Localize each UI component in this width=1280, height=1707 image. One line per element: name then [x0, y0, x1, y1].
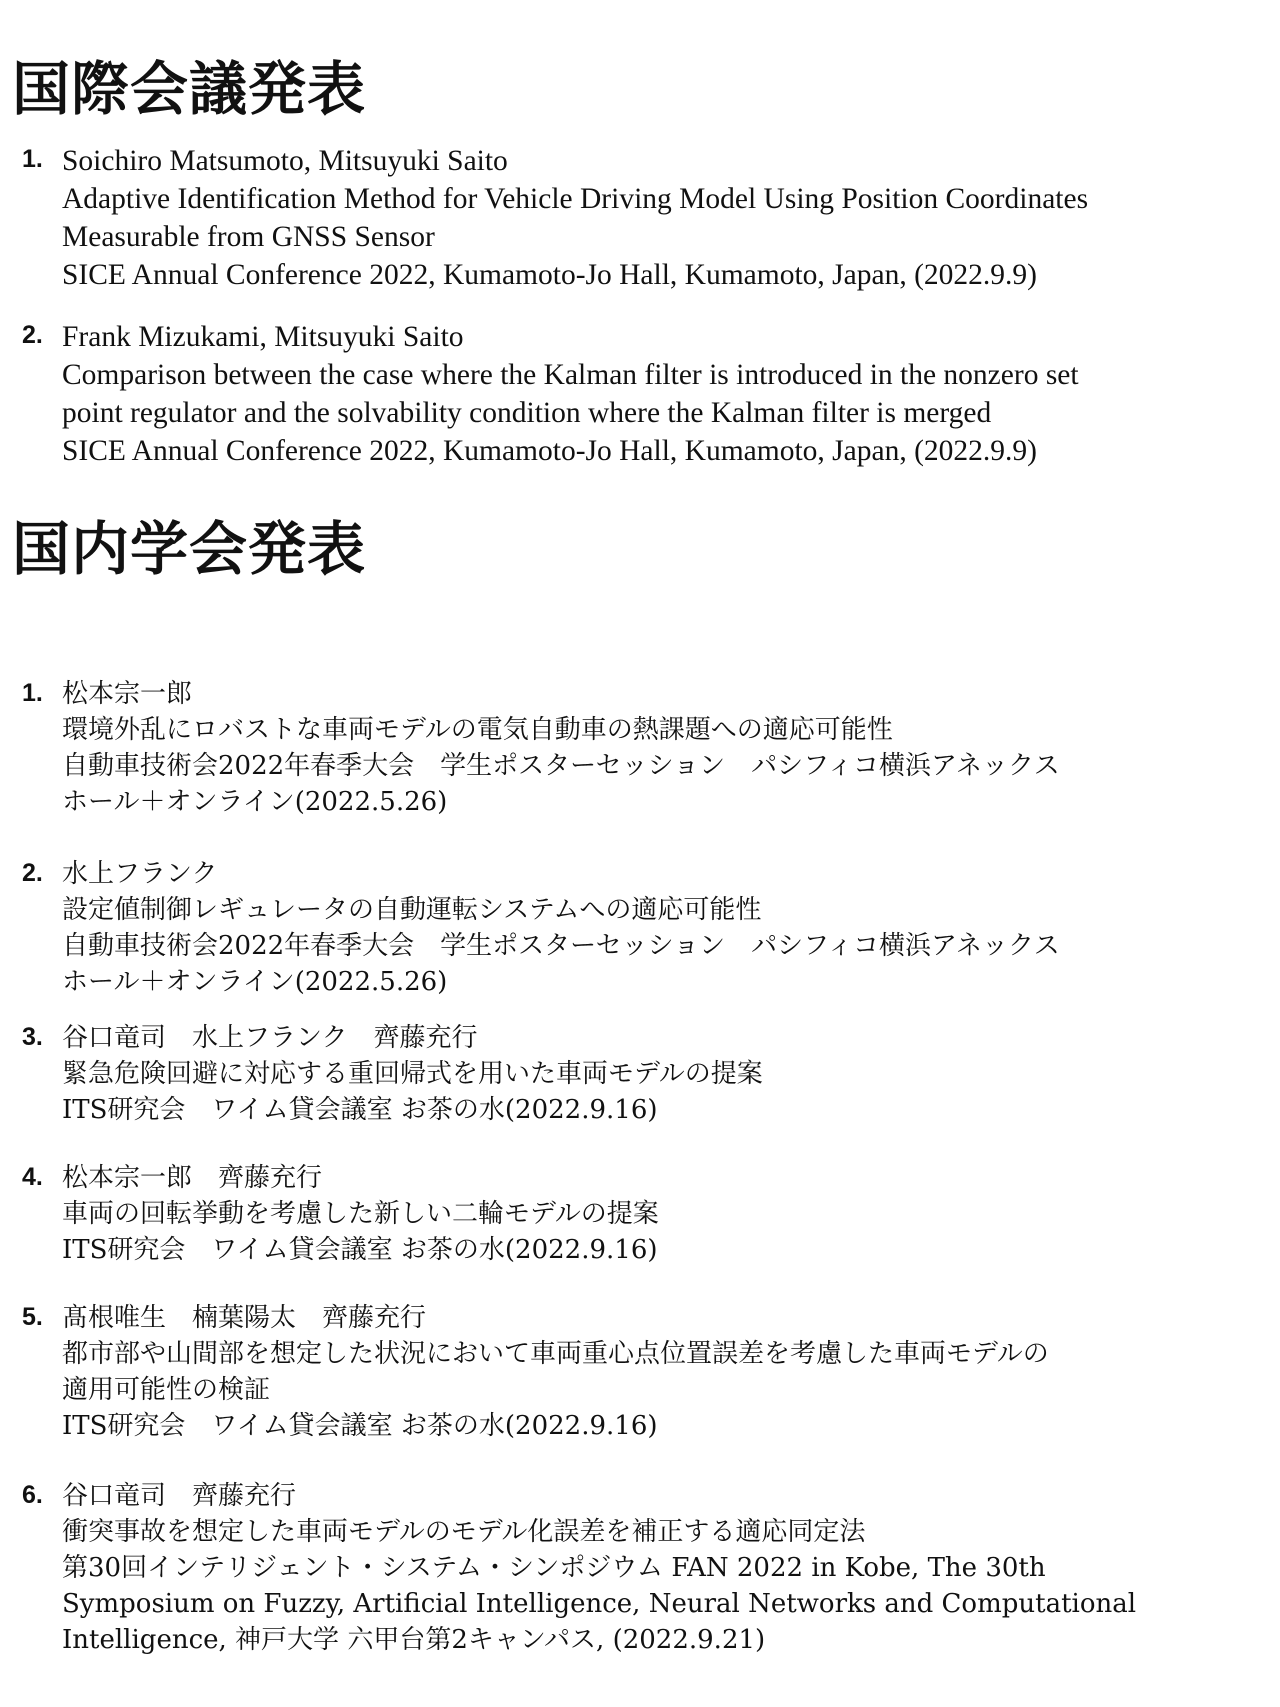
item-number: 2.: [22, 321, 43, 349]
item-number: 6.: [22, 1481, 43, 1509]
paper-title: 設定値制御レギュレータの自動運転システムへの適応可能性: [62, 895, 762, 925]
item-number: 1.: [22, 679, 43, 707]
domestic-publication-6: [22, 1478, 1272, 1658]
intl-publication-1: [22, 142, 1272, 294]
paper-title: 衝突事故を想定した車両モデルのモデル化誤差を補正する適応同定法: [62, 1517, 866, 1547]
domestic-publication-1: [22, 676, 1272, 820]
item-number: 5.: [22, 1303, 43, 1331]
paper-title: 緊急危険回避に対応する重回帰式を用いた車両モデルの提案: [62, 1059, 763, 1089]
venue: SICE Annual Conference 2022, Kumamoto-Jo Hall, Kumamoto, Japan, (2022.9.9): [62, 435, 1037, 467]
paper-title-continued: point regulator and the solvability condition where the Kalman filter is merged: [62, 397, 992, 429]
paper-title: Adaptive Identification Method for Vehicle Driving Model Using Position Coordinates: [62, 183, 1089, 215]
venue: SICE Annual Conference 2022, Kumamoto-Jo Hall, Kumamoto, Japan, (2022.9.9): [62, 259, 1037, 291]
venue: 第30回インテリジェント・システム・シンポジウム FAN 2022 in Kobe, The 30th: [62, 1553, 1046, 1583]
authors: 谷口竜司 齊藤充行: [62, 1481, 297, 1511]
authors: 谷口竜司 水上フランク 齊藤充行: [62, 1023, 478, 1053]
authors: 松本宗一郎: [62, 679, 193, 709]
domestic-publication-4: [22, 1160, 1272, 1268]
item-number: 3.: [22, 1023, 43, 1051]
venue-continued: Intelligence, 神戸大学 六甲台第2キャンパス, (2022.9.21): [62, 1625, 766, 1655]
paper-title-continued: Measurable from GNSS Sensor: [62, 221, 435, 253]
venue-continued: ホール＋オンライン(2022.5.26): [62, 787, 448, 817]
item-number: 1.: [22, 145, 43, 173]
venue-continued: Symposium on Fuzzy, Artificial Intelligence, Neural Networks and Computational: [62, 1589, 1137, 1619]
item-number: 4.: [22, 1163, 43, 1191]
venue: ITS研究会 ワイム貸会議室 お茶の水(2022.9.16): [62, 1235, 658, 1265]
paper-title: 環境外乱にロバストな車両モデルの電気自動車の熱課題への適応可能性: [62, 715, 893, 745]
authors: 髙根唯生 楠葉陽太 齊藤充行: [62, 1303, 427, 1333]
venue: ITS研究会 ワイム貸会議室 お茶の水(2022.9.16): [62, 1095, 658, 1125]
authors: 松本宗一郎 齊藤充行: [62, 1163, 323, 1193]
paper-title-continued: 適用可能性の検証: [62, 1375, 271, 1405]
intl-publication-2: [22, 318, 1272, 470]
domestic-publication-3: [22, 1020, 1272, 1128]
section-title-domestic: 国内学会発表: [12, 515, 367, 583]
domestic-publication-2: [22, 856, 1272, 1000]
paper-title: 車両の回転挙動を考慮した新しい二輪モデルの提案: [62, 1199, 659, 1229]
authors: Frank Mizukami, Mitsuyuki Saito: [62, 321, 464, 353]
item-number: 2.: [22, 859, 43, 887]
venue: 自動車技術会2022年春季大会 学生ポスターセッション パシフィコ横浜アネックス: [62, 751, 1060, 781]
venue: ITS研究会 ワイム貸会議室 お茶の水(2022.9.16): [62, 1411, 658, 1441]
venue: 自動車技術会2022年春季大会 学生ポスターセッション パシフィコ横浜アネックス: [62, 931, 1060, 961]
paper-title: Comparison between the case where the Kalman filter is introduced in the nonzero set: [62, 359, 1079, 391]
authors: 水上フランク: [62, 859, 218, 889]
domestic-publication-5: [22, 1300, 1272, 1444]
authors: Soichiro Matsumoto, Mitsuyuki Saito: [62, 145, 508, 177]
section-title-international: 国際会議発表: [12, 55, 367, 123]
paper-title: 都市部や山間部を想定した状況において車両重心点位置誤差を考慮した車両モデルの: [62, 1339, 1049, 1369]
venue-continued: ホール＋オンライン(2022.5.26): [62, 967, 448, 997]
